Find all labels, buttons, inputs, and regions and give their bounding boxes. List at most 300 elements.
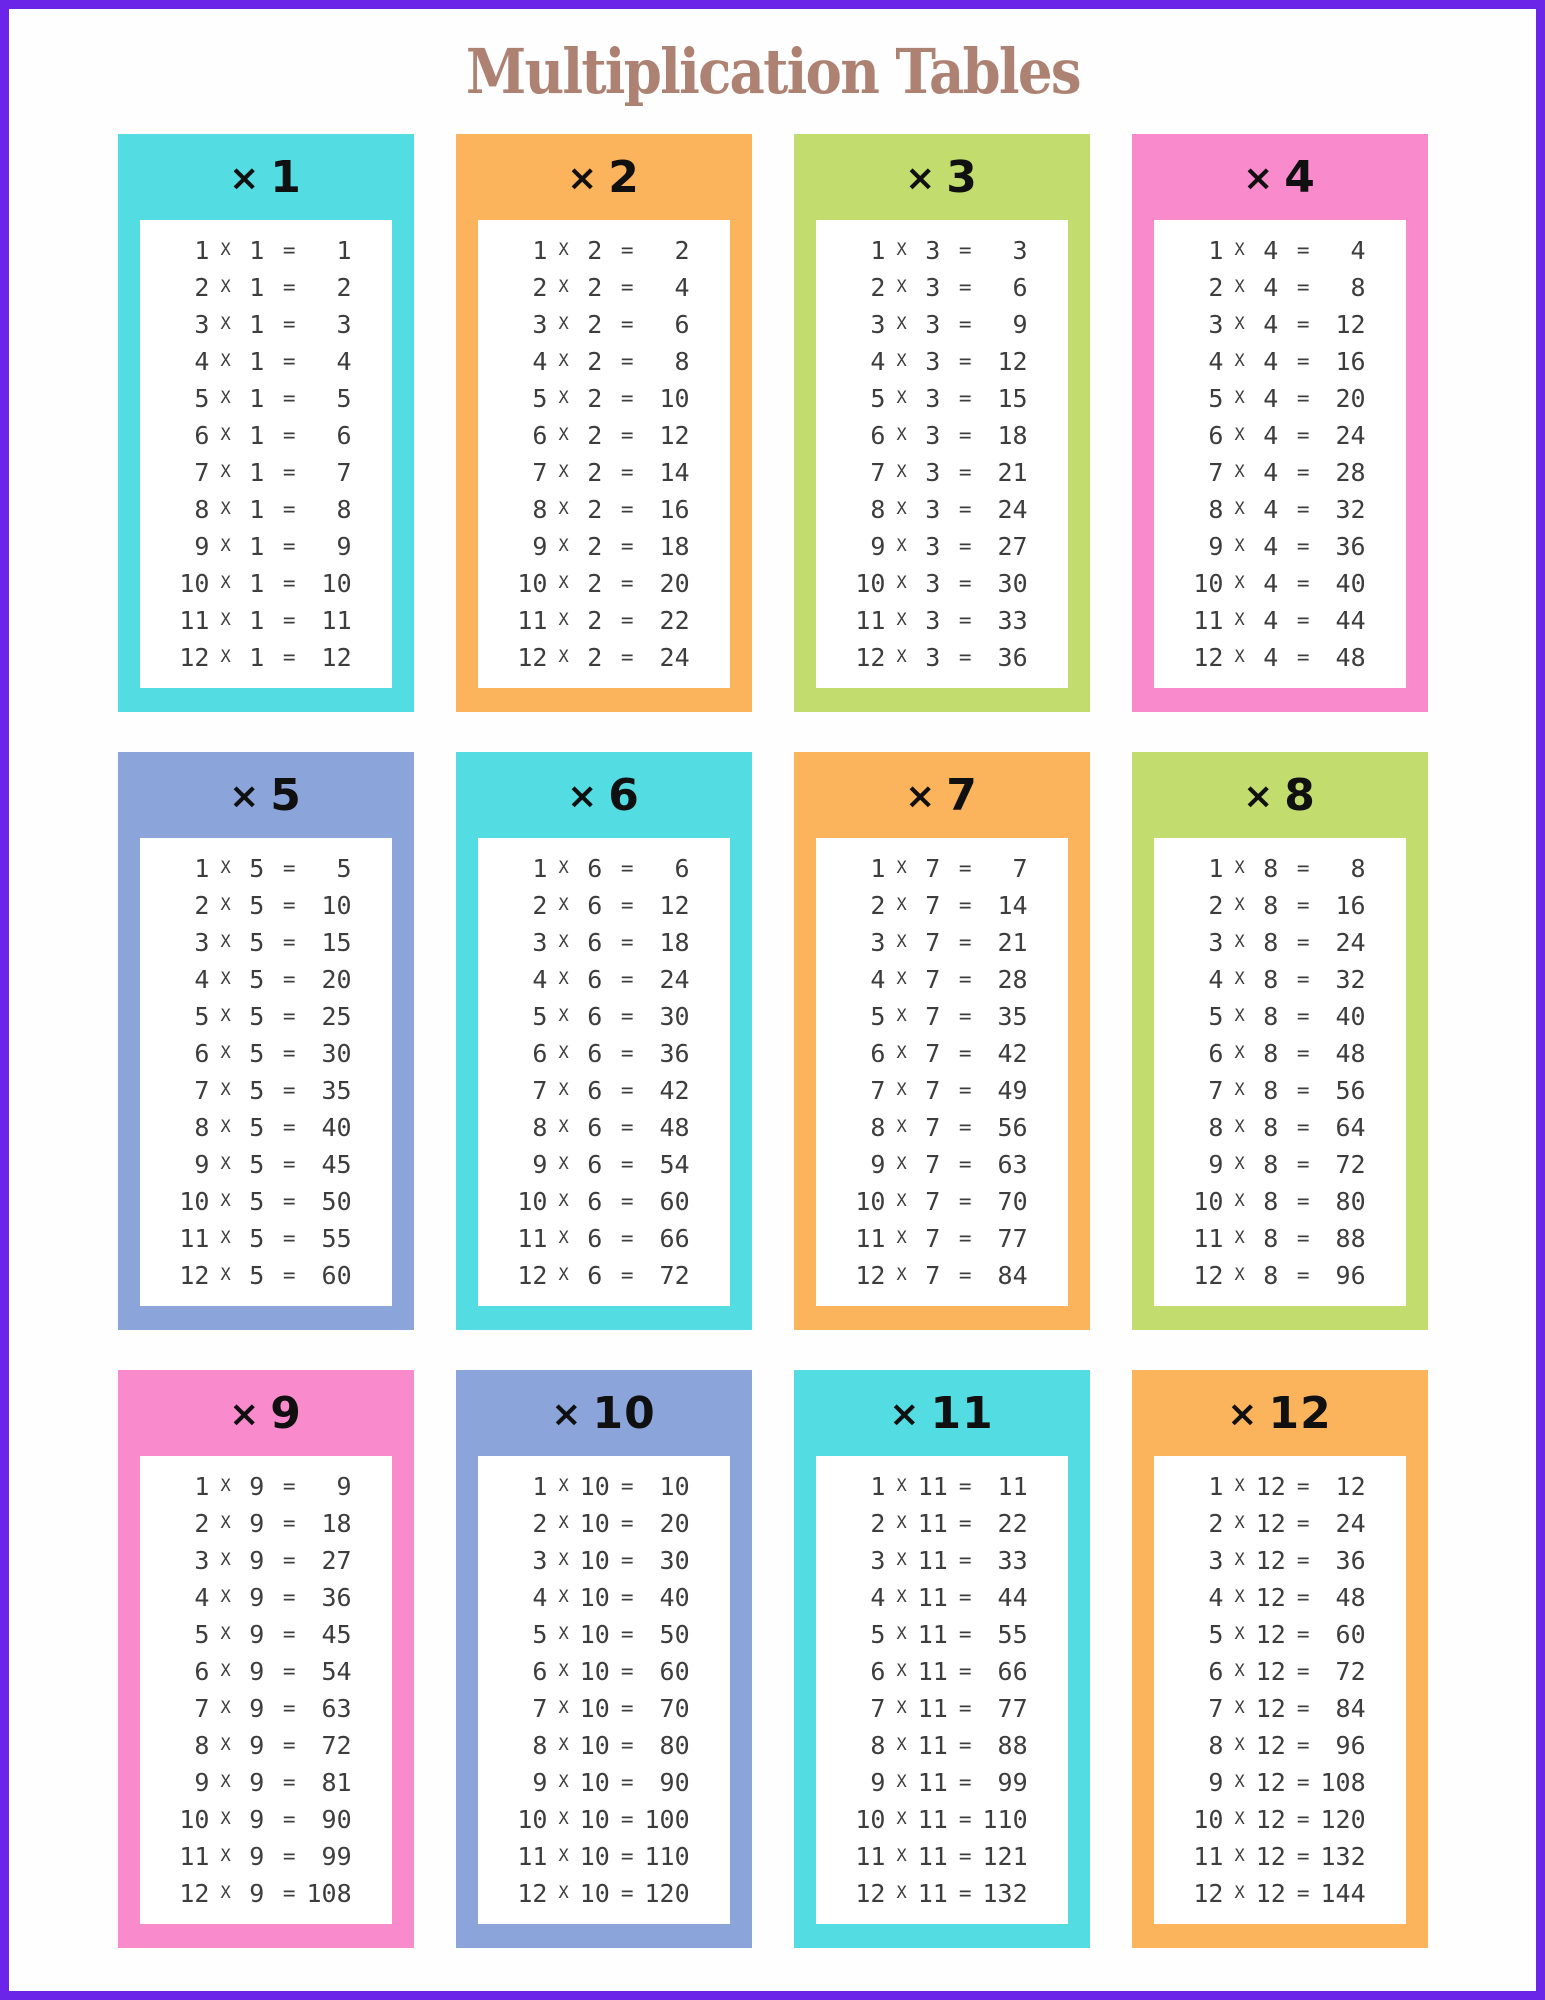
multiplicand: 2 — [1208, 273, 1224, 302]
multiplier: 10 — [579, 1805, 610, 1834]
equation-row — [478, 639, 730, 676]
product: 36 — [1335, 1546, 1366, 1575]
table-card-x7 — [794, 752, 1090, 1330]
equals-symbol: = — [282, 1152, 296, 1176]
multiplier: 8 — [1263, 1150, 1279, 1179]
product: 16 — [1335, 347, 1366, 376]
table-card-x4 — [1132, 134, 1428, 712]
multiplier: 11 — [917, 1731, 948, 1760]
times-symbol: X — [220, 1228, 231, 1248]
equation-row — [140, 1146, 392, 1183]
multiplicand: 7 — [194, 458, 210, 487]
product: 15 — [321, 928, 352, 957]
product: 55 — [321, 1224, 352, 1253]
multiplier: 2 — [587, 606, 603, 635]
equals-symbol: = — [958, 1226, 972, 1250]
equation-row — [816, 602, 1068, 639]
equals-symbol: = — [958, 930, 972, 954]
multiplicand: 4 — [870, 347, 886, 376]
multiplier: 12 — [1255, 1472, 1286, 1501]
card-title — [905, 770, 978, 821]
product: 21 — [997, 928, 1028, 957]
multiplicand: 3 — [870, 1546, 886, 1575]
multiplier: 4 — [1263, 606, 1279, 635]
times-symbol: X — [1234, 895, 1245, 915]
equals-symbol: = — [1296, 1659, 1310, 1683]
multiplier: 10 — [579, 1768, 610, 1797]
times-symbol: X — [220, 1735, 231, 1755]
multiplicand: 10 — [855, 1805, 886, 1834]
multiplicand: 11 — [517, 1224, 548, 1253]
equals-symbol: = — [282, 645, 296, 669]
multiplicand: 8 — [194, 1731, 210, 1760]
equals-symbol: = — [958, 1659, 972, 1683]
multiplicand: 10 — [855, 1187, 886, 1216]
equation-row — [816, 232, 1068, 269]
product: 22 — [997, 1509, 1028, 1538]
multiplicand: 9 — [532, 1768, 548, 1797]
multiplier: 1 — [249, 236, 265, 265]
multiplier: 3 — [925, 532, 941, 561]
multiplier: 12 — [1255, 1879, 1286, 1908]
card-title — [889, 1388, 993, 1439]
equation-row — [1154, 1183, 1406, 1220]
multiplier: 11 — [917, 1620, 948, 1649]
product: 42 — [659, 1076, 690, 1105]
equals-symbol: = — [282, 1770, 296, 1794]
multiplicand: 1 — [1208, 854, 1224, 883]
times-symbol: X — [896, 388, 907, 408]
equals-symbol: = — [620, 1585, 634, 1609]
product: 12 — [1335, 310, 1366, 339]
times-symbol: X — [220, 425, 231, 445]
multiplier: 2 — [587, 347, 603, 376]
equals-symbol: = — [282, 1263, 296, 1287]
table-card-x1 — [118, 134, 414, 712]
card-body — [1154, 838, 1406, 1306]
product: 96 — [1335, 1261, 1366, 1290]
product: 10 — [321, 891, 352, 920]
multiplicand: 3 — [532, 928, 548, 957]
equation-row — [140, 1764, 392, 1801]
multiplier: 1 — [249, 569, 265, 598]
table-number: 3 — [946, 151, 978, 203]
multiplier: 1 — [249, 532, 265, 561]
multiplicand: 5 — [1208, 384, 1224, 413]
multiplier: 2 — [587, 236, 603, 265]
multiplier: 8 — [1263, 1002, 1279, 1031]
product: 56 — [997, 1113, 1028, 1142]
product: 40 — [1335, 1002, 1366, 1031]
card-header — [456, 1370, 752, 1456]
times-sign: × — [889, 1393, 921, 1435]
times-symbol: X — [1234, 1809, 1245, 1829]
equation-row — [140, 269, 392, 306]
equals-symbol: = — [958, 1585, 972, 1609]
multiplicand: 11 — [517, 606, 548, 635]
multiplier: 12 — [1255, 1842, 1286, 1871]
multiplier: 5 — [249, 965, 265, 994]
equals-symbol: = — [1296, 1004, 1310, 1028]
times-symbol: X — [220, 277, 231, 297]
times-symbol: X — [1234, 351, 1245, 371]
times-symbol: X — [558, 610, 569, 630]
equation-row — [1154, 1220, 1406, 1257]
multiplicand: 6 — [1208, 1657, 1224, 1686]
multiplicand: 11 — [1193, 1224, 1224, 1253]
equals-symbol: = — [620, 460, 634, 484]
multiplier: 8 — [1263, 1039, 1279, 1068]
equation-row — [140, 1505, 392, 1542]
multiplier: 1 — [249, 606, 265, 635]
multiplicand: 9 — [1208, 1150, 1224, 1179]
multiplicand: 5 — [870, 1620, 886, 1649]
equation-row — [140, 1801, 392, 1838]
multiplier: 10 — [579, 1509, 610, 1538]
multiplicand: 11 — [855, 606, 886, 635]
multiplier: 8 — [1263, 1224, 1279, 1253]
multiplier: 9 — [249, 1583, 265, 1612]
equals-symbol: = — [620, 1189, 634, 1213]
equals-symbol: = — [958, 1770, 972, 1794]
equation-row — [478, 961, 730, 998]
equation-row — [140, 998, 392, 1035]
product: 77 — [997, 1694, 1028, 1723]
times-symbol: X — [1234, 1154, 1245, 1174]
times-symbol: X — [1234, 969, 1245, 989]
multiplicand: 9 — [194, 1150, 210, 1179]
multiplicand: 3 — [194, 928, 210, 957]
equals-symbol: = — [282, 967, 296, 991]
times-symbol: X — [220, 1624, 231, 1644]
equals-symbol: = — [1296, 275, 1310, 299]
multiplier: 11 — [917, 1879, 948, 1908]
times-sign: × — [1243, 775, 1275, 817]
times-symbol: X — [558, 647, 569, 667]
product: 63 — [997, 1150, 1028, 1179]
equation-row — [1154, 232, 1406, 269]
product: 9 — [336, 532, 352, 561]
equals-symbol: = — [1296, 497, 1310, 521]
equation-row — [816, 1468, 1068, 1505]
times-symbol: X — [1234, 1080, 1245, 1100]
multiplier: 12 — [1255, 1768, 1286, 1797]
product: 35 — [997, 1002, 1028, 1031]
times-symbol: X — [1234, 573, 1245, 593]
multiplier: 2 — [587, 643, 603, 672]
multiplier: 6 — [587, 1039, 603, 1068]
multiplicand: 2 — [1208, 1509, 1224, 1538]
times-symbol: X — [1234, 314, 1245, 334]
times-symbol: X — [558, 462, 569, 482]
multiplier: 10 — [579, 1620, 610, 1649]
equals-symbol: = — [282, 386, 296, 410]
equation-row — [478, 998, 730, 1035]
multiplier: 9 — [249, 1620, 265, 1649]
equation-row — [1154, 306, 1406, 343]
equation-row — [816, 639, 1068, 676]
multiplier: 12 — [1255, 1546, 1286, 1575]
card-header — [456, 752, 752, 838]
multiplicand: 10 — [179, 569, 210, 598]
card-header — [794, 1370, 1090, 1456]
equation-row — [1154, 602, 1406, 639]
product: 8 — [336, 495, 352, 524]
multiplier: 5 — [249, 1002, 265, 1031]
times-symbol: X — [896, 895, 907, 915]
equals-symbol: = — [958, 1548, 972, 1572]
equals-symbol: = — [1296, 608, 1310, 632]
multiplicand: 9 — [194, 532, 210, 561]
equation-row — [816, 417, 1068, 454]
times-symbol: X — [558, 240, 569, 260]
equation-row — [1154, 1035, 1406, 1072]
times-symbol: X — [220, 1080, 231, 1100]
equals-symbol: = — [620, 608, 634, 632]
equation-row — [1154, 1727, 1406, 1764]
times-symbol: X — [558, 1228, 569, 1248]
multiplier: 11 — [917, 1657, 948, 1686]
times-symbol: X — [220, 1846, 231, 1866]
equals-symbol: = — [620, 1474, 634, 1498]
times-symbol: X — [1234, 1476, 1245, 1496]
table-card-x5 — [118, 752, 414, 1330]
equation-row — [1154, 454, 1406, 491]
times-symbol: X — [1234, 499, 1245, 519]
table-number: 8 — [1284, 769, 1316, 821]
times-symbol: X — [896, 499, 907, 519]
multiplier: 3 — [925, 495, 941, 524]
product: 25 — [321, 1002, 352, 1031]
product: 2 — [674, 236, 690, 265]
multiplicand: 7 — [194, 1076, 210, 1105]
equation-row — [478, 887, 730, 924]
equation-row — [1154, 998, 1406, 1035]
equals-symbol: = — [958, 275, 972, 299]
multiplier: 7 — [925, 1150, 941, 1179]
times-symbol: X — [896, 932, 907, 952]
equals-symbol: = — [620, 967, 634, 991]
multiplicand: 6 — [870, 1039, 886, 1068]
product: 100 — [644, 1805, 690, 1834]
equals-symbol: = — [282, 1622, 296, 1646]
multiplier: 4 — [1263, 643, 1279, 672]
multiplier: 2 — [587, 384, 603, 413]
product: 30 — [321, 1039, 352, 1068]
multiplicand: 4 — [194, 347, 210, 376]
equals-symbol: = — [1296, 1263, 1310, 1287]
multiplier: 6 — [587, 1187, 603, 1216]
multiplier: 11 — [917, 1509, 948, 1538]
times-symbol: X — [558, 1006, 569, 1026]
equals-symbol: = — [282, 1659, 296, 1683]
multiplier: 4 — [1263, 310, 1279, 339]
equals-symbol: = — [282, 1548, 296, 1572]
equation-row — [816, 1727, 1068, 1764]
product: 33 — [997, 606, 1028, 635]
multiplicand: 8 — [194, 495, 210, 524]
product: 27 — [321, 1546, 352, 1575]
multiplier: 7 — [925, 1002, 941, 1031]
times-symbol: X — [220, 1513, 231, 1533]
equals-symbol: = — [620, 1115, 634, 1139]
equals-symbol: = — [1296, 238, 1310, 262]
product: 24 — [1335, 1509, 1366, 1538]
times-symbol: X — [896, 1661, 907, 1681]
multiplier: 4 — [1263, 421, 1279, 450]
times-symbol: X — [558, 351, 569, 371]
multiplicand: 8 — [532, 1113, 548, 1142]
times-symbol: X — [1234, 425, 1245, 445]
equation-row — [140, 1220, 392, 1257]
multiplicand: 8 — [870, 1113, 886, 1142]
equals-symbol: = — [282, 608, 296, 632]
multiplier: 4 — [1263, 495, 1279, 524]
times-symbol: X — [1234, 1550, 1245, 1570]
equation-row — [478, 306, 730, 343]
times-symbol: X — [896, 1006, 907, 1026]
equation-row — [816, 491, 1068, 528]
product: 24 — [1335, 928, 1366, 957]
card-body — [1154, 1456, 1406, 1924]
table-card-x8 — [1132, 752, 1428, 1330]
times-sign: × — [567, 775, 599, 817]
multiplicand: 8 — [532, 1731, 548, 1760]
multiplier: 1 — [249, 273, 265, 302]
product: 10 — [659, 384, 690, 413]
times-sign: × — [1227, 1393, 1259, 1435]
equation-row — [140, 1727, 392, 1764]
equation-row — [478, 565, 730, 602]
equation-row — [140, 1579, 392, 1616]
product: 48 — [1335, 1583, 1366, 1612]
table-card-x10 — [456, 1370, 752, 1948]
times-symbol: X — [1234, 1846, 1245, 1866]
times-symbol: X — [558, 1735, 569, 1755]
times-symbol: X — [1234, 277, 1245, 297]
equals-symbol: = — [1296, 1226, 1310, 1250]
times-symbol: X — [220, 895, 231, 915]
times-symbol: X — [558, 1698, 569, 1718]
times-symbol: X — [220, 1661, 231, 1681]
equation-row — [1154, 639, 1406, 676]
product: 30 — [997, 569, 1028, 598]
product: 36 — [659, 1039, 690, 1068]
page-header — [0, 0, 1545, 134]
multiplicand: 8 — [532, 495, 548, 524]
equation-row — [1154, 887, 1406, 924]
times-symbol: X — [558, 969, 569, 989]
product: 64 — [1335, 1113, 1366, 1142]
multiplicand: 3 — [194, 310, 210, 339]
card-header — [794, 134, 1090, 220]
product: 12 — [659, 891, 690, 920]
multiplicand: 1 — [194, 1472, 210, 1501]
times-symbol: X — [1234, 1006, 1245, 1026]
equation-row — [478, 343, 730, 380]
table-number: 11 — [930, 1387, 994, 1439]
card-header — [794, 752, 1090, 838]
equation-row — [140, 1072, 392, 1109]
times-symbol: X — [558, 1043, 569, 1063]
equals-symbol: = — [620, 238, 634, 262]
equation-row — [140, 491, 392, 528]
times-symbol: X — [896, 1265, 907, 1285]
product: 48 — [659, 1113, 690, 1142]
times-symbol: X — [1234, 1772, 1245, 1792]
times-symbol: X — [220, 499, 231, 519]
multiplicand: 6 — [870, 1657, 886, 1686]
equals-symbol: = — [1296, 1548, 1310, 1572]
product: 14 — [997, 891, 1028, 920]
multiplicand: 5 — [194, 1002, 210, 1031]
times-symbol: X — [1234, 1735, 1245, 1755]
equation-row — [140, 1183, 392, 1220]
multiplier: 2 — [587, 532, 603, 561]
times-symbol: X — [896, 1228, 907, 1248]
times-symbol: X — [220, 536, 231, 556]
multiplier: 3 — [925, 421, 941, 450]
card-header — [456, 134, 752, 220]
multiplier: 10 — [579, 1657, 610, 1686]
equals-symbol: = — [1296, 893, 1310, 917]
multiplier: 12 — [1255, 1657, 1286, 1686]
multiplicand: 1 — [532, 236, 548, 265]
equation-row — [478, 269, 730, 306]
times-symbol: X — [896, 314, 907, 334]
equation-row — [1154, 1505, 1406, 1542]
product: 8 — [1350, 854, 1366, 883]
equals-symbol: = — [620, 1659, 634, 1683]
equals-symbol: = — [958, 386, 972, 410]
multiplier: 5 — [249, 854, 265, 883]
product: 72 — [659, 1261, 690, 1290]
equation-row — [140, 232, 392, 269]
multiplicand: 2 — [194, 891, 210, 920]
product: 80 — [1335, 1187, 1366, 1216]
product: 108 — [306, 1879, 352, 1908]
equation-row — [1154, 1764, 1406, 1801]
product: 66 — [659, 1224, 690, 1253]
card-title — [1243, 152, 1316, 203]
card-header — [1132, 752, 1428, 838]
multiplicand: 9 — [870, 1768, 886, 1797]
multiplicand: 6 — [194, 421, 210, 450]
product: 45 — [321, 1150, 352, 1179]
product: 88 — [997, 1731, 1028, 1760]
equation-row — [478, 1838, 730, 1875]
equals-symbol: = — [958, 967, 972, 991]
equals-symbol: = — [620, 312, 634, 336]
times-symbol: X — [558, 277, 569, 297]
product: 11 — [997, 1472, 1028, 1501]
card-title — [567, 770, 640, 821]
equals-symbol: = — [1296, 1770, 1310, 1794]
multiplicand: 12 — [1193, 1879, 1224, 1908]
multiplier: 7 — [925, 1076, 941, 1105]
times-symbol: X — [220, 573, 231, 593]
product: 36 — [321, 1583, 352, 1612]
times-symbol: X — [1234, 1661, 1245, 1681]
product: 18 — [997, 421, 1028, 450]
equals-symbol: = — [620, 645, 634, 669]
times-symbol: X — [558, 499, 569, 519]
equals-symbol: = — [958, 1041, 972, 1065]
multiplier: 9 — [249, 1768, 265, 1797]
equals-symbol: = — [1296, 1585, 1310, 1609]
times-symbol: X — [558, 1809, 569, 1829]
equation-row — [478, 1801, 730, 1838]
